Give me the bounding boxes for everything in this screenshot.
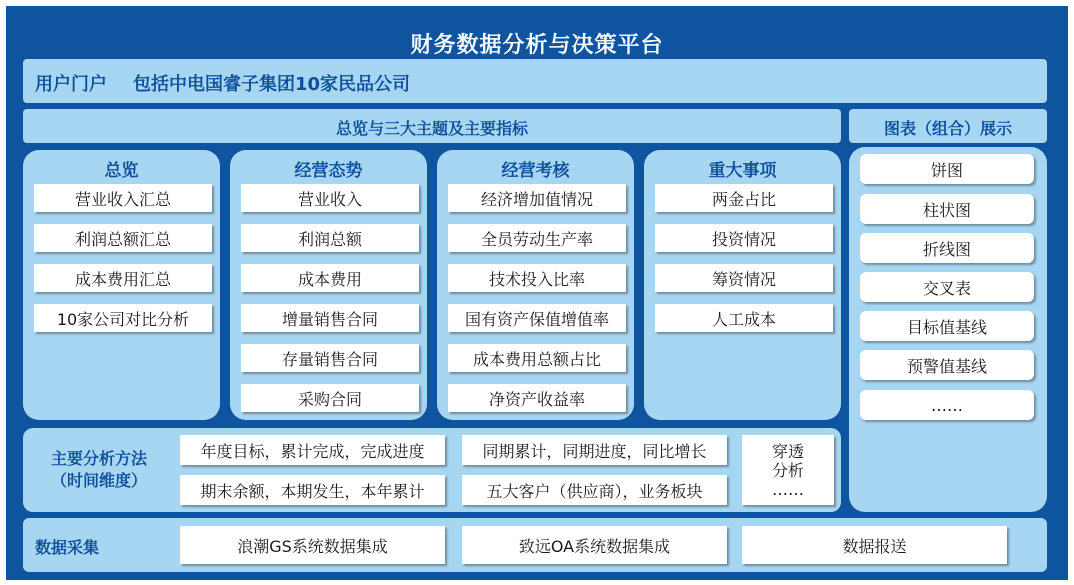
overview-item[interactable]: 成本费用汇总: [34, 264, 212, 292]
chart-type-item[interactable]: 预警值基线: [860, 350, 1034, 380]
overview-item[interactable]: 营业收入汇总: [34, 184, 212, 212]
collection-item[interactable]: 数据报送: [742, 526, 1007, 564]
business-status-item[interactable]: 利润总额: [241, 224, 419, 252]
data-collection-label: 数据采集: [35, 538, 100, 557]
major-events-item[interactable]: 两金占比: [655, 184, 833, 212]
drill-line: 穿透: [771, 441, 804, 461]
business-assessment-item[interactable]: 全员劳动生产率: [448, 224, 626, 252]
methods-label: [29, 448, 169, 492]
chart-type-item[interactable]: 目标值基线: [860, 311, 1034, 341]
method-item[interactable]: 年度目标，累计完成，完成进度: [180, 435, 445, 465]
page-title: 财务数据分析与决策平台: [410, 33, 664, 58]
business-status-item[interactable]: 存量销售合同: [241, 344, 419, 372]
overview-item[interactable]: 利润总额汇总: [34, 224, 212, 252]
overview-bar: [23, 109, 841, 143]
chart-type-item[interactable]: 交叉表: [860, 272, 1034, 302]
chart-type-item[interactable]: 饼图: [860, 154, 1034, 184]
panel-business-assessment: [437, 150, 634, 420]
business-status-item[interactable]: 采购合同: [241, 384, 419, 412]
method-item[interactable]: 期末余额，本期发生，本年累计: [180, 475, 445, 505]
drill-line: ……: [772, 479, 804, 499]
platform-frame: [6, 6, 1068, 580]
methods-label-line1: 主要分析方法: [50, 449, 147, 468]
chart-type-item[interactable]: 折线图: [860, 233, 1034, 263]
methods-label-line2: （时间维度）: [50, 471, 147, 490]
panel-title-business-assessment: 经营考核: [501, 161, 570, 181]
business-assessment-item[interactable]: 净资产收益率: [448, 384, 626, 412]
user-portal-text: 包括中电国睿子集团10家民品公司: [133, 74, 411, 95]
panel-title-overview: 总览: [104, 161, 139, 181]
chart-bar-label: 图表（组合）展示: [883, 119, 1012, 138]
collection-item[interactable]: 浪潮GS系统数据集成: [180, 526, 445, 564]
business-assessment-item[interactable]: 成本费用总额占比: [448, 344, 626, 372]
panel-title-major-events: 重大事项: [708, 161, 777, 181]
panel-title-business-status: 经营态势: [294, 161, 363, 181]
overview-item[interactable]: 10家公司对比分析: [34, 304, 212, 332]
business-assessment-item[interactable]: 国有资产保值增值率: [448, 304, 626, 332]
business-status-item[interactable]: 增量销售合同: [241, 304, 419, 332]
drill-analysis-box[interactable]: [742, 435, 834, 505]
method-item[interactable]: 五大客户（供应商），业务板块: [462, 475, 727, 505]
collection-item[interactable]: 致远OA系统数据集成: [462, 526, 727, 564]
business-assessment-item[interactable]: 技术投入比率: [448, 264, 626, 292]
overview-bar-label: 总览与三大主题及主要指标: [335, 119, 528, 138]
business-assessment-item[interactable]: 经济增加值情况: [448, 184, 626, 212]
panel-chart-types: [849, 147, 1047, 512]
major-events-item[interactable]: 投资情况: [655, 224, 833, 252]
drill-line: 分析: [771, 460, 804, 480]
method-item[interactable]: 同期累计，同期进度，同比增长: [462, 435, 727, 465]
panel-major-events: [644, 150, 841, 420]
chart-type-item[interactable]: ……: [860, 390, 1034, 420]
business-status-item[interactable]: 成本费用: [241, 264, 419, 292]
major-events-item[interactable]: 筹资情况: [655, 264, 833, 292]
chart-bar: [849, 109, 1047, 143]
panel-analysis-methods: [23, 428, 841, 512]
data-collection-bar: [23, 518, 1047, 572]
panel-business-status: [230, 150, 427, 420]
panel-overview: [23, 150, 220, 420]
user-portal-bar: [23, 59, 1047, 103]
business-status-item[interactable]: 营业收入: [241, 184, 419, 212]
chart-type-item[interactable]: 柱状图: [860, 194, 1034, 224]
user-portal-label: 用户门户: [35, 74, 107, 95]
major-events-item[interactable]: 人工成本: [655, 304, 833, 332]
